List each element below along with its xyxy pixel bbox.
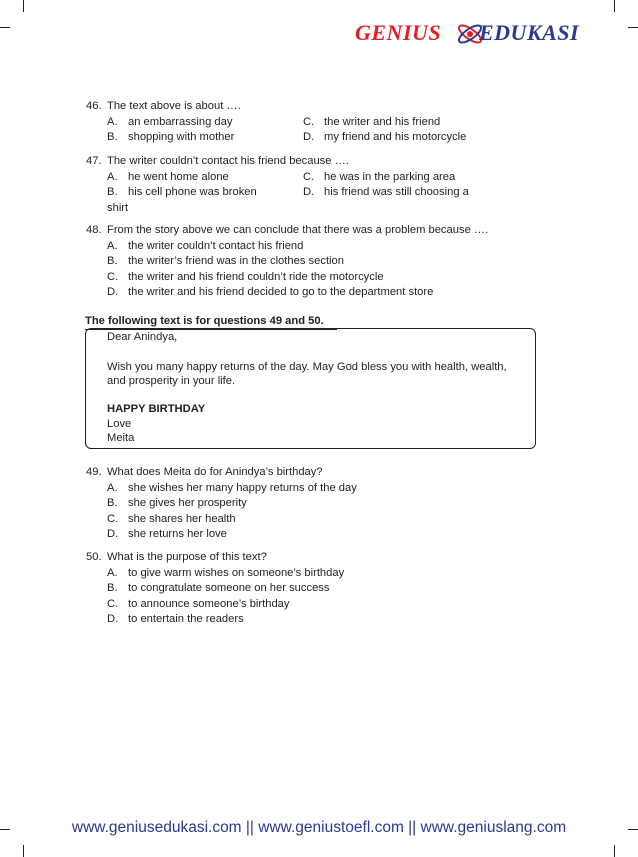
- question-text: What is the purpose of this text?: [107, 551, 267, 563]
- crop-mark: [0, 27, 10, 28]
- option-letter: D.: [107, 528, 119, 540]
- question-number: 49.: [86, 466, 102, 478]
- letter-body-line-1: Wish you many happy returns of the day. May God bless you with health, wealth,: [107, 361, 507, 373]
- logo-text-left: GENIUS: [355, 20, 442, 45]
- option-text: shirt: [107, 201, 129, 214]
- option-letter: D.: [107, 613, 119, 625]
- option-letter: B.: [107, 582, 118, 594]
- option-letter: C.: [107, 597, 119, 610]
- option-text: she gives her prosperity: [128, 497, 247, 509]
- option-letter: A.: [107, 239, 118, 252]
- option-text: he was in the parking area: [324, 170, 456, 183]
- letter-closing: Love: [107, 418, 132, 430]
- option-text: to entertain the readers: [128, 613, 244, 625]
- passage-heading: The following text is for questions 49 and 50.: [85, 315, 324, 327]
- genius-edukasi-logo: [355, 18, 605, 50]
- option-text: the writer and his friend decided to go to the department store: [128, 286, 434, 298]
- letter-body-line-2: and prosperity in your life.: [107, 375, 236, 387]
- option-text: the writer’s friend was in the clothes section: [128, 255, 344, 267]
- question-number: 46.: [86, 100, 102, 112]
- question-text: From the story above we can conclude that there was a problem because ….: [107, 224, 489, 236]
- option-text: the writer and his friend couldn’t ride the motorcycle: [128, 270, 384, 283]
- letter-greeting: Dear Anindya,: [107, 331, 178, 343]
- crop-mark: [23, 0, 24, 12]
- option-text: to give warm wishes on someone’s birthday: [128, 566, 345, 579]
- question-text: The writer couldn’t contact his friend because ….: [107, 155, 349, 167]
- logo-text-right: EDUKASI: [479, 20, 580, 45]
- question-text: What does Meita do for Anindya’s birthday?: [107, 466, 323, 478]
- option-text: his friend was still choosing a: [324, 186, 469, 198]
- option-letter: A.: [107, 115, 118, 128]
- option-letter: D.: [303, 186, 315, 198]
- option-text: his cell phone was broken: [128, 186, 257, 198]
- option-letter: B.: [107, 186, 118, 198]
- crop-mark: [628, 27, 638, 28]
- option-text: an embarrassing day: [128, 115, 233, 128]
- option-letter: C.: [107, 512, 119, 525]
- letter-title: HAPPY BIRTHDAY: [107, 403, 206, 415]
- option-letter: B.: [107, 255, 118, 267]
- option-text: she returns her love: [128, 528, 227, 540]
- question-number: 47.: [86, 155, 102, 167]
- option-letter: B.: [107, 131, 118, 143]
- option-text: the writer couldn’t contact his friend: [128, 239, 304, 252]
- option-text: my friend and his motorcycle: [324, 131, 467, 143]
- option-text: to announce someone’s birthday: [128, 597, 290, 610]
- letter-sender: Meita: [107, 432, 135, 444]
- option-letter: A.: [107, 566, 118, 579]
- option-letter: A.: [107, 481, 118, 494]
- question-number: 50.: [86, 551, 102, 563]
- question-text: The text above is about ….: [107, 100, 241, 112]
- option-letter: D.: [303, 131, 315, 143]
- option-letter: B.: [107, 497, 118, 509]
- question-number: 48.: [86, 224, 102, 236]
- footer-links[interactable]: www.geniusedukasi.com || www.geniustoefl.com || www.geniuslang.com: [71, 819, 567, 836]
- option-letter: D.: [107, 286, 119, 298]
- option-text: shopping with mother: [128, 131, 235, 143]
- option-text: she wishes her many happy returns of the day: [128, 481, 357, 494]
- option-text: he went home alone: [128, 170, 229, 183]
- option-overflow: [107, 201, 128, 217]
- option-text: she shares her health: [128, 512, 236, 525]
- option-letter: C.: [303, 115, 315, 128]
- crop-mark: [614, 0, 615, 12]
- crop-mark: [23, 845, 24, 857]
- crop-mark: [614, 845, 615, 857]
- option-text: the writer and his friend: [324, 115, 441, 128]
- option-letter: C.: [107, 270, 119, 283]
- option-text: to congratulate someone on her success: [128, 582, 330, 594]
- option-letter: A.: [107, 170, 118, 183]
- option-letter: C.: [303, 170, 315, 183]
